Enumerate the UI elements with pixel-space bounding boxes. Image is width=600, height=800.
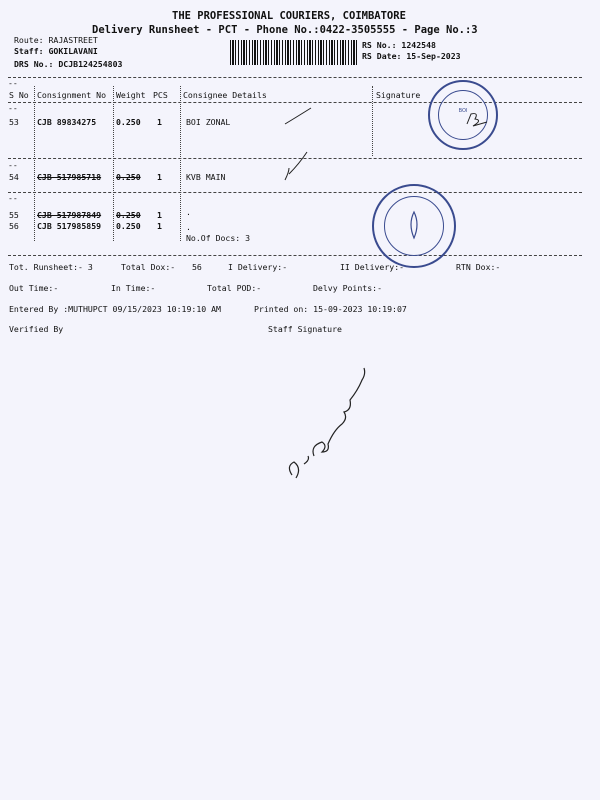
row-consignee: BOI ZONAL: [186, 117, 231, 127]
row-weight: 0.250: [116, 221, 141, 231]
col-consignee: Consignee Details: [183, 90, 267, 100]
dash-mark: --: [8, 78, 18, 88]
tot-runsheet: Tot. Runsheet:- 3: [9, 262, 93, 272]
verified-by: Verified By: [9, 324, 64, 334]
total-dox-label: Total Dox:-: [121, 262, 176, 272]
i-delivery: I Delivery:-: [228, 262, 288, 272]
row-pcs: 1: [157, 117, 162, 127]
dash-mark: --: [8, 193, 18, 203]
row-weight: 0.250: [116, 210, 141, 220]
col-separator: [113, 86, 114, 241]
row-pcs: 1: [157, 172, 162, 182]
row-consignment: CJB 517985859: [37, 221, 102, 231]
col-consignment: Consignment No: [37, 90, 107, 100]
row-weight: 0.250: [116, 172, 141, 182]
company-title: THE PROFESSIONAL COURIERS, COIMBATORE: [172, 10, 406, 22]
in-time: In Time:-: [111, 283, 156, 293]
ii-delivery: II Delivery:-: [340, 262, 405, 272]
delvy-points: Delvy Points:-: [313, 283, 383, 293]
tick-mark-row-54: [283, 150, 313, 184]
row-consignee: .: [186, 222, 191, 232]
handwritten-signature: [270, 360, 390, 490]
row-pcs: 1: [157, 221, 162, 231]
out-time: Out Time:-: [9, 283, 59, 293]
divider: [8, 192, 582, 193]
row-weight: 0.250: [116, 117, 141, 127]
barcode: [230, 40, 358, 65]
drs-number: DRS No.: DCJB124254803: [14, 59, 123, 69]
row-consignment: CJB 517987849: [37, 210, 102, 220]
rs-number: RS No.: 1242548: [362, 40, 436, 50]
total-pod: Total POD:-: [207, 283, 262, 293]
row-consignment: CJB 517985718: [37, 172, 102, 182]
printed-on: Printed on: 15-09-2023 10:19:07: [254, 304, 407, 314]
staff-signature-label: Staff Signature: [268, 324, 342, 334]
row-pcs: 1: [157, 210, 162, 220]
col-separator: [372, 86, 373, 156]
col-weight: Weight: [116, 90, 146, 100]
b-initial-mark: [465, 110, 495, 130]
col-separator: [34, 86, 35, 241]
runsheet-subtitle: Delivery Runsheet - PCT - Phone No.:0422-3505555 - Page No.:3: [92, 24, 478, 36]
total-dox-value: 56: [192, 262, 202, 272]
row-consignee: .: [186, 207, 191, 217]
dash-mark: --: [8, 160, 18, 170]
divider: [8, 77, 582, 78]
rs-date: RS Date: 15-Sep-2023: [362, 51, 461, 61]
route-label: Route: RAJASTREET: [14, 35, 98, 45]
row-sno: 53: [9, 117, 19, 127]
boi-seal-stamp: BOI: [428, 80, 498, 150]
row-sno: 55: [9, 210, 19, 220]
row-sno: 56: [9, 221, 19, 231]
col-signature: Signature: [376, 90, 421, 100]
entered-by: Entered By :MUTHUPCT 09/15/2023 10:19:10 AM: [9, 304, 221, 314]
staff-label: Staff: GOKILAVANI: [14, 46, 98, 56]
kvb-seal-stamp: [372, 184, 456, 268]
tick-mark-row-53: [283, 106, 313, 130]
rtn-dox: RTN Dox:-: [456, 262, 501, 272]
col-pcs: PCS: [153, 90, 168, 100]
dash-mark: --: [8, 103, 18, 113]
col-sno: S No: [9, 90, 29, 100]
no-of-docs: No.Of Docs: 3: [186, 233, 251, 243]
row-consignment: CJB 89834275: [37, 117, 97, 127]
col-separator: [180, 86, 181, 241]
row-consignee: KVB MAIN: [186, 172, 226, 182]
row-sno: 54: [9, 172, 19, 182]
divider: [8, 255, 582, 256]
